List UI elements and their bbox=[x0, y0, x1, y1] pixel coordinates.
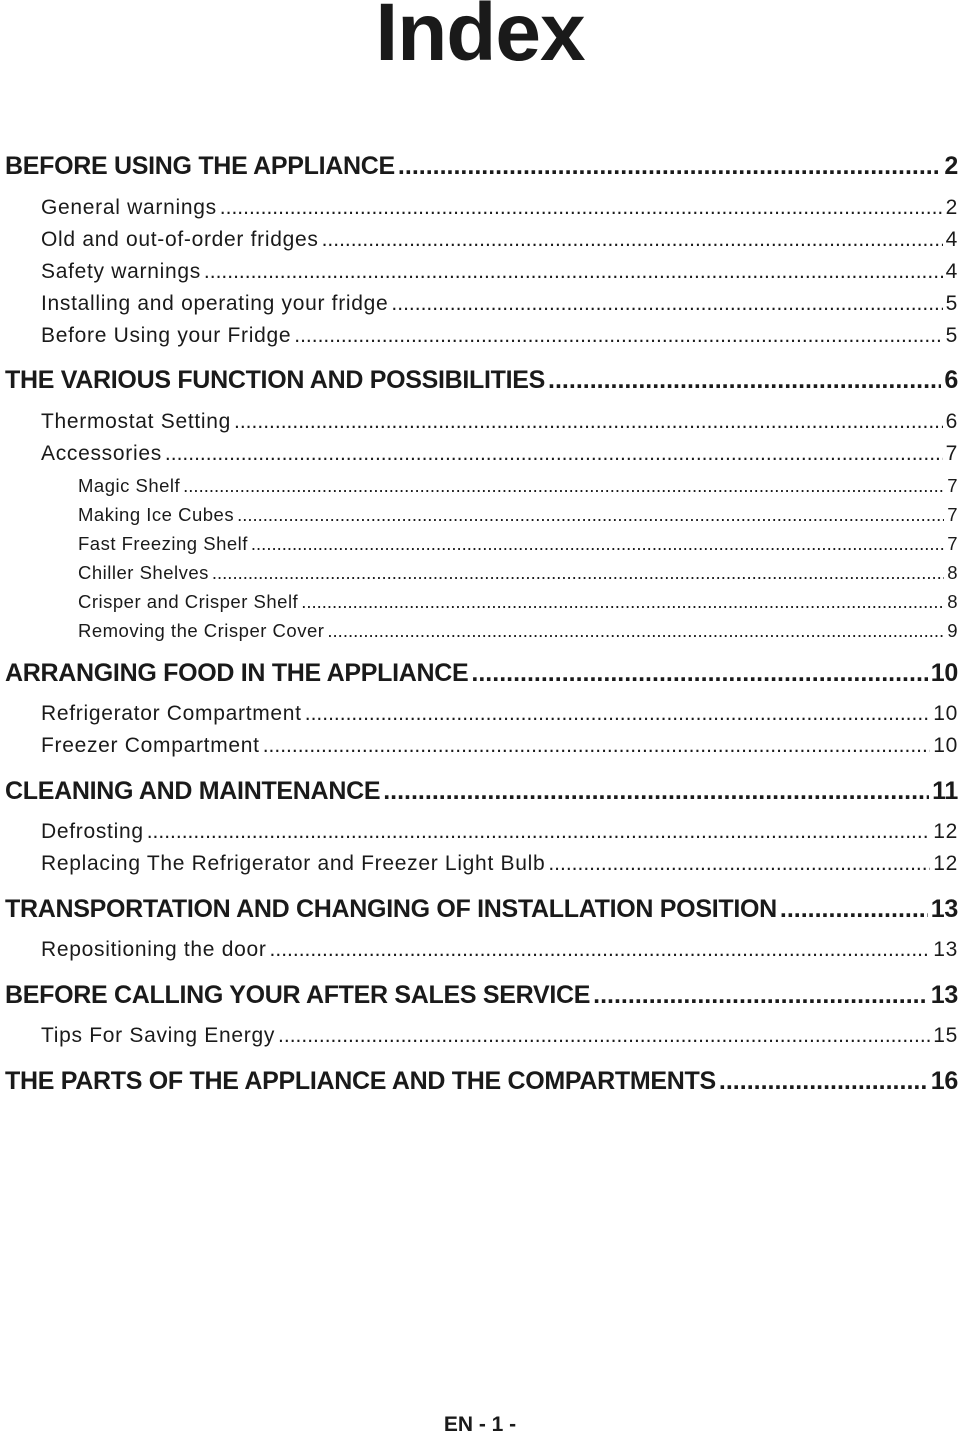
toc-entry-page-number: 11 bbox=[932, 777, 958, 805]
dot-leader bbox=[237, 506, 944, 525]
toc-entry-page-number: 10 bbox=[933, 701, 958, 725]
toc-entry-label: TRANSPORTATION AND CHANGING OF INSTALLATION POSITION bbox=[5, 895, 777, 923]
toc-entry-label: THE PARTS OF THE APPLIANCE AND THE COMPARTMENTS bbox=[5, 1067, 716, 1095]
dot-leader bbox=[471, 661, 927, 686]
toc-entry bbox=[41, 325, 958, 346]
dot-leader bbox=[391, 293, 942, 314]
toc-entry-page-number: 13 bbox=[933, 937, 958, 961]
toc-entry bbox=[41, 735, 958, 756]
toc-entry-label: General warnings bbox=[41, 195, 217, 219]
toc-entry bbox=[41, 411, 958, 432]
toc-entry bbox=[41, 293, 958, 314]
toc-entry-page-number: 10 bbox=[933, 733, 958, 757]
toc-entry-label: Magic Shelf bbox=[78, 474, 181, 496]
toc-entry bbox=[78, 532, 958, 554]
toc-entry-page-number: 4 bbox=[945, 227, 958, 251]
toc-entry-label: Crisper and Crisper Shelf bbox=[78, 590, 299, 612]
toc-entry-label: Defrosting bbox=[41, 819, 144, 843]
dot-leader bbox=[270, 939, 931, 960]
toc-entry bbox=[78, 619, 958, 641]
dot-leader bbox=[220, 197, 943, 218]
toc-entry-label: BEFORE CALLING YOUR AFTER SALES SERVICE bbox=[5, 981, 591, 1009]
toc-entry-page-number: 16 bbox=[930, 1067, 958, 1095]
dot-leader bbox=[383, 779, 929, 804]
toc-entry-label: Tips For Saving Energy bbox=[41, 1023, 276, 1047]
toc-entry-page-number: 6 bbox=[945, 409, 958, 433]
toc-entry-page-number: 8 bbox=[947, 561, 958, 583]
toc-entry-label: Repositioning the door bbox=[41, 937, 267, 961]
toc-entry-page-number: 7 bbox=[947, 474, 958, 496]
toc-entry-label: Making Ice Cubes bbox=[78, 503, 235, 525]
toc-entry bbox=[41, 443, 958, 464]
toc-entry-page-number: 9 bbox=[947, 619, 958, 641]
toc-entry-label: Chiller Shelves bbox=[78, 561, 209, 583]
dot-leader bbox=[305, 703, 931, 724]
toc-entry-page-number: 12 bbox=[933, 851, 958, 875]
toc-entry-label: Safety warnings bbox=[41, 259, 201, 283]
dot-leader bbox=[548, 853, 930, 874]
toc-entry-label: CLEANING AND MAINTENANCE bbox=[5, 777, 381, 805]
toc-entry-label: Removing the Crisper Cover bbox=[78, 619, 325, 641]
toc-entry-page-number: 15 bbox=[933, 1023, 958, 1047]
toc-entry-label: Before Using your Fridge bbox=[41, 323, 292, 347]
toc-entry-page-number: 6 bbox=[944, 366, 958, 394]
page-footer: EN - 1 - bbox=[443, 1413, 517, 1436]
toc-entry-page-number: 4 bbox=[945, 259, 958, 283]
dot-leader bbox=[234, 411, 943, 432]
toc-section-heading bbox=[5, 897, 958, 922]
toc-section-heading bbox=[5, 661, 958, 686]
dot-leader bbox=[212, 564, 944, 583]
toc-entry-label: Old and out-of-order fridges bbox=[41, 227, 319, 251]
toc-entry-page-number: 10 bbox=[930, 659, 958, 687]
toc-entry bbox=[41, 1025, 958, 1046]
toc-entry-page-number: 7 bbox=[947, 532, 958, 554]
dot-leader bbox=[719, 1069, 928, 1094]
dot-leader bbox=[263, 735, 931, 756]
toc-entry bbox=[41, 261, 958, 282]
toc-entry-label: Freezer Compartment bbox=[41, 733, 260, 757]
toc-entry-page-number: 7 bbox=[945, 441, 958, 465]
toc-entry-page-number: 13 bbox=[930, 895, 958, 923]
toc-entry-label: Thermostat Setting bbox=[41, 409, 232, 433]
dot-leader bbox=[322, 229, 943, 250]
dot-leader bbox=[548, 368, 941, 393]
dot-leader bbox=[301, 593, 944, 612]
toc-entry-page-number: 8 bbox=[947, 590, 958, 612]
toc-section-heading bbox=[5, 779, 958, 804]
toc-section-heading bbox=[5, 368, 958, 393]
toc-entry bbox=[41, 703, 958, 724]
page-title: Index bbox=[375, 0, 585, 78]
toc-entry-label: Fast Freezing Shelf bbox=[78, 532, 248, 554]
toc-entry bbox=[78, 590, 958, 612]
toc-entry bbox=[78, 474, 958, 496]
toc-entry-label: Installing and operating your fridge bbox=[41, 291, 389, 315]
toc-entry bbox=[41, 939, 958, 960]
toc-entry-page-number: 5 bbox=[945, 291, 958, 315]
dot-leader bbox=[398, 154, 941, 179]
toc-entry-label: THE VARIOUS FUNCTION AND POSSIBILITIES bbox=[5, 366, 546, 394]
toc-entry-page-number: 13 bbox=[930, 981, 958, 1009]
toc-entry-page-number: 7 bbox=[947, 503, 958, 525]
toc-entry bbox=[41, 821, 958, 842]
dot-leader bbox=[204, 261, 943, 282]
dot-leader bbox=[278, 1025, 930, 1046]
toc-entry bbox=[78, 561, 958, 583]
dot-leader bbox=[147, 821, 931, 842]
toc-entry bbox=[41, 197, 958, 218]
dot-leader bbox=[327, 622, 944, 641]
dot-leader bbox=[294, 325, 942, 346]
toc-entry-page-number: 2 bbox=[944, 152, 958, 180]
dot-leader bbox=[251, 535, 944, 554]
toc-entry-page-number: 5 bbox=[945, 323, 958, 347]
toc-entry bbox=[41, 853, 958, 874]
toc-entry bbox=[78, 503, 958, 525]
toc-section-heading bbox=[5, 154, 958, 179]
toc-entry-label: Accessories bbox=[41, 441, 162, 465]
toc-entry-label: Refrigerator Compartment bbox=[41, 701, 302, 725]
toc-entry-page-number: 12 bbox=[933, 819, 958, 843]
dot-leader bbox=[165, 443, 943, 464]
dot-leader bbox=[183, 477, 944, 496]
toc-entry-label: BEFORE USING THE APPLIANCE bbox=[5, 152, 395, 180]
toc-section-heading bbox=[5, 1069, 958, 1094]
toc-entry-label: Replacing The Refrigerator and Freezer Light Bulb bbox=[41, 851, 546, 875]
toc-entry bbox=[41, 229, 958, 250]
toc-section-heading bbox=[5, 983, 958, 1008]
toc-entry-page-number: 2 bbox=[945, 195, 958, 219]
dot-leader bbox=[780, 897, 928, 922]
dot-leader bbox=[593, 983, 928, 1008]
toc-entry-label: ARRANGING FOOD IN THE APPLIANCE bbox=[5, 659, 469, 687]
